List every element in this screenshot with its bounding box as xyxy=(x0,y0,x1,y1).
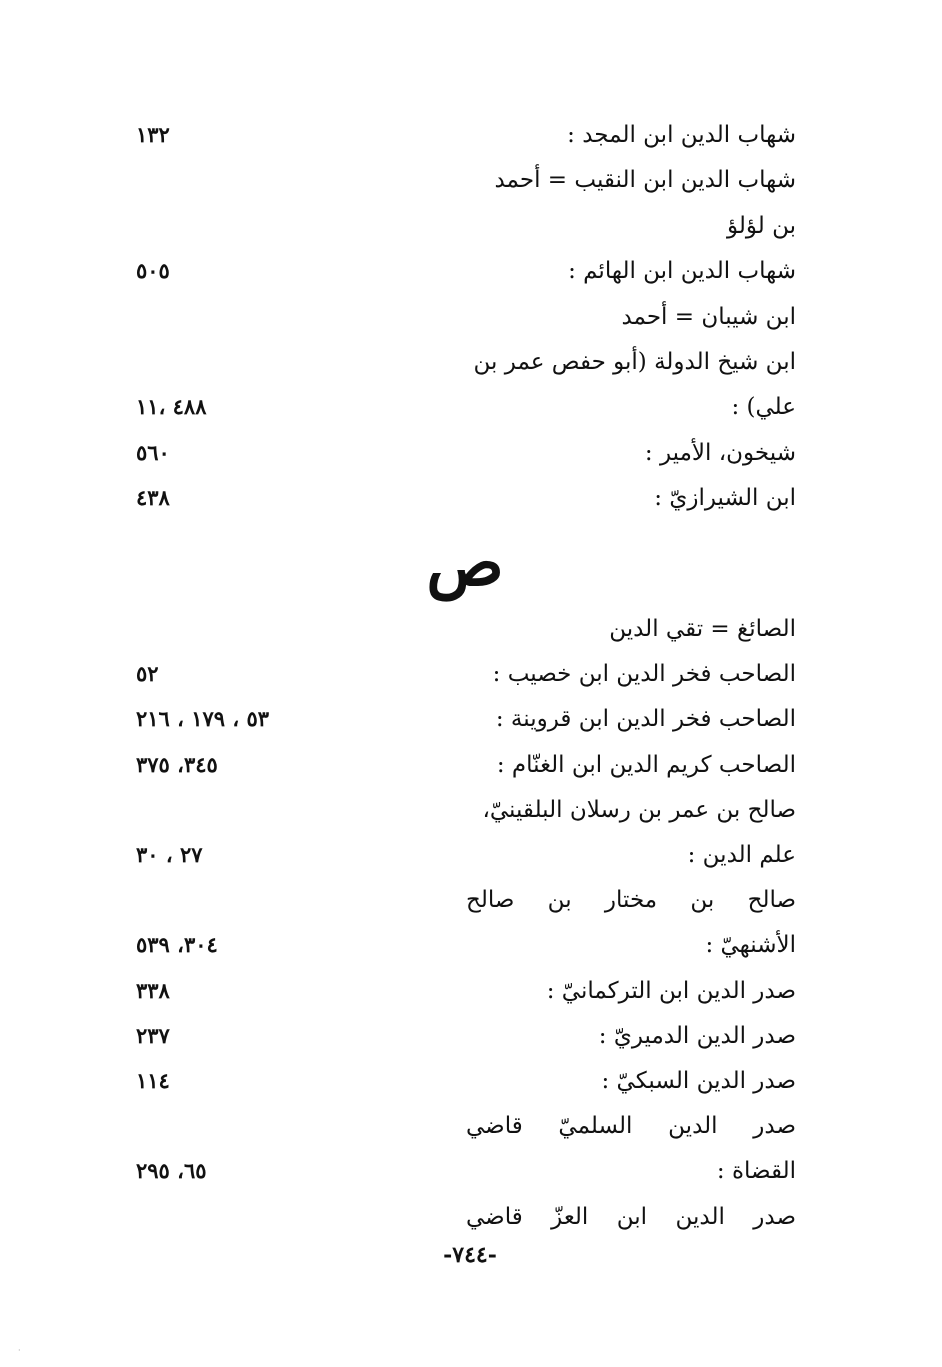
page-number: -٧٤٤- xyxy=(443,1242,497,1268)
entry-page-numbers: ٦٥، ٢٩٥ xyxy=(136,1158,207,1184)
entry-page-numbers: ٢٣٧ xyxy=(136,1022,170,1048)
index-entry xyxy=(0,1194,942,1240)
entry-name: القضاة : xyxy=(716,1158,796,1185)
index-entry xyxy=(0,112,942,158)
index-entry xyxy=(0,606,942,652)
entry-name: علي) : xyxy=(731,394,796,421)
entry-page-numbers: ١٣٢ xyxy=(136,122,170,147)
index-entry xyxy=(0,877,942,923)
entry-page-numbers: ٥٠٥ xyxy=(136,258,170,284)
index-entry xyxy=(0,475,942,521)
index-entry xyxy=(0,968,942,1014)
index-entry xyxy=(0,384,942,430)
entry-name: الصاحب فخر الدين ابن قروينة : xyxy=(495,706,796,733)
entry-name: ابن شيخ الدولة (أبو حفص عمر بن xyxy=(473,349,796,375)
index-entry xyxy=(0,832,942,878)
entry-name: صدر الدين ابن التركمانيّ : xyxy=(546,977,796,1004)
index-entry xyxy=(0,1103,942,1149)
index-entry xyxy=(0,157,942,203)
entry-name: الأشنهيّ : xyxy=(705,932,796,959)
index-entry xyxy=(0,248,942,294)
entry-name: الصاحب كريم الدين ابن الغنّام : xyxy=(496,751,796,778)
entry-name: الصاحب فخر الدين ابن خصيب : xyxy=(492,661,796,688)
entry-page-numbers: ٥٢ xyxy=(136,661,159,687)
index-entry xyxy=(0,742,942,788)
entry-page-numbers: ٥٦٠ xyxy=(136,439,170,465)
section-letter-heading: ص xyxy=(426,526,504,601)
entry-page-numbers: ٣٤٥، ٣٧٥ xyxy=(136,751,218,777)
entry-page-numbers: ٤٣٨ xyxy=(136,485,170,511)
entry-name: صدر الدين ابن العزّ قاضي xyxy=(466,1203,796,1230)
entry-page-numbers: ٢٧ ، ٣٠ xyxy=(136,842,203,867)
index-entry xyxy=(0,696,942,742)
entry-name: علم الدين : xyxy=(687,842,796,868)
entry-name: ابن الشيرازيّ : xyxy=(654,485,796,512)
index-entry xyxy=(0,1013,942,1059)
entry-name: شهاب الدين ابن المجد : xyxy=(567,122,796,148)
entry-page-numbers: ٣٣٨ xyxy=(136,977,170,1003)
entry-page-numbers: ٣٠٤، ٥٣٩ xyxy=(136,932,218,958)
index-entry xyxy=(0,294,942,340)
index-entry xyxy=(0,787,942,833)
entry-name: ابن شيبان = أحمد xyxy=(621,303,796,330)
index-entry xyxy=(0,651,942,697)
entry-name: صالح بن عمر بن رسلان البلقينيّ، xyxy=(482,796,796,823)
entry-page-numbers: ٥٣ ، ١٧٩ ، ٢١٦ xyxy=(136,706,270,732)
entry-name: صدر الدين الدميريّ : xyxy=(598,1022,796,1049)
index-entry xyxy=(0,430,942,476)
entry-name: صدر الدين السبكيّ : xyxy=(601,1068,796,1094)
entry-name: صدر الدين السلميّ قاضي xyxy=(466,1113,796,1140)
index-entry xyxy=(0,203,942,249)
index-entry xyxy=(0,922,942,968)
index-entry xyxy=(0,339,942,385)
entry-name: شهاب الدين ابن الهائم : xyxy=(568,258,796,285)
index-entry xyxy=(0,1148,942,1194)
entry-name: بن لؤلؤ xyxy=(727,212,796,239)
entry-page-numbers: ٤٨٨ ،١١ xyxy=(136,394,207,420)
index-entry xyxy=(0,1058,942,1104)
entry-name: الصائغ = تقي الدين xyxy=(609,616,796,642)
entry-name: صالح بن مختار بن صالح xyxy=(466,887,796,914)
margin-mark: · xyxy=(18,1346,21,1355)
entry-page-numbers: ١١٤ xyxy=(136,1068,170,1093)
entry-name: شيخون، الأمير : xyxy=(644,439,796,466)
entry-name: شهاب الدين ابن النقيب = أحمد xyxy=(494,167,796,194)
